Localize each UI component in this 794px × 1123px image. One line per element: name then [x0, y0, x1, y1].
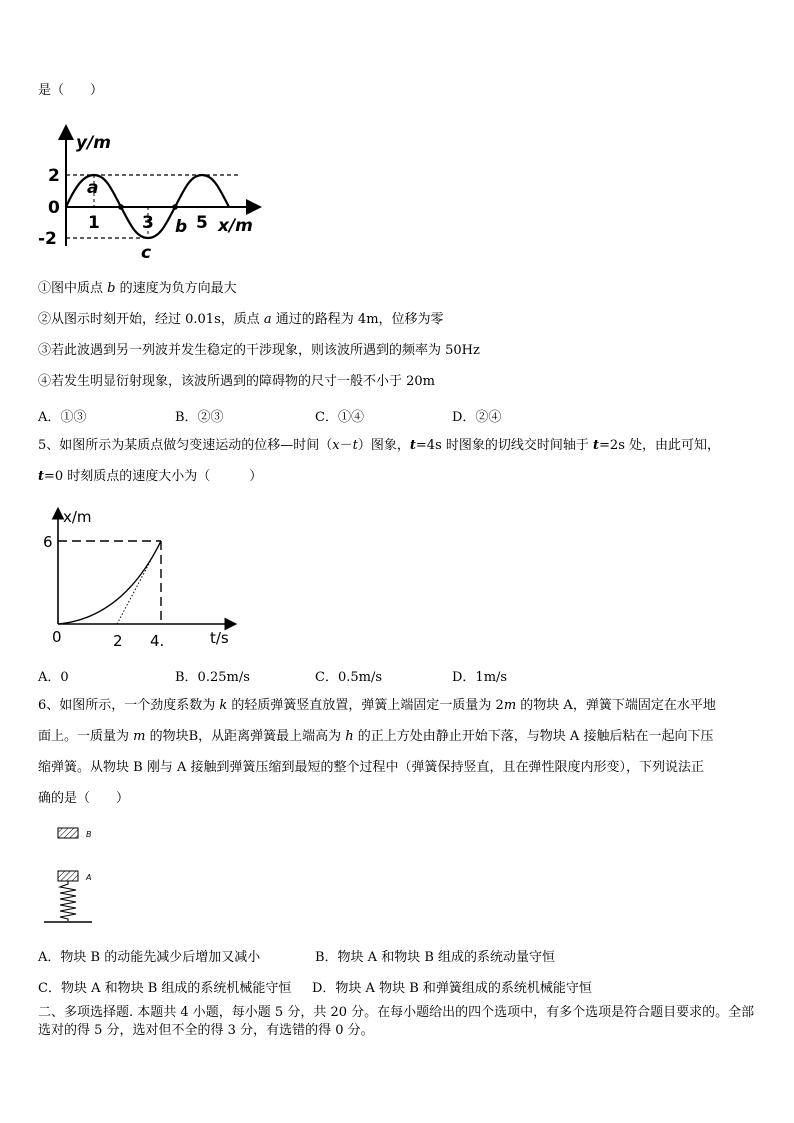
y-tick-neg2: -2 — [38, 229, 57, 249]
xt-y-tick-6: 6 — [43, 533, 53, 551]
q6-option-c[interactable]: C．物块 A 和物块 B 组成的系统机械能守恒 — [38, 981, 292, 996]
q6-stem-line3: 缩弹簧。从物块 B 刚与 A 接触到弹簧压缩到最短的整个过程中（弹簧保持竖直，且在弹性限度内形变），下列说法正 — [38, 760, 704, 775]
q6-stem-line1: 6、如图所示，一个劲度系数为 k 的轻质弹簧竖直放置，弹簧上端固定一质量为 2m 的物块 A，弹簧下端固定在水平地 — [38, 698, 716, 713]
xt-y-label: x/m — [63, 508, 92, 526]
section2-instructions: 二、多项选择题. 本题共 4 小题，每小题 5 分，共 20 分。在每小题给出的四个选项中，有多个选项是符合题目要求的。全部选对的得 5 分，选对但不全的得 3 分，有选错的得 0 分。 — [38, 1005, 755, 1038]
q5-option-b[interactable]: B．0.25m/s — [175, 670, 250, 685]
block-b-label: B — [86, 830, 92, 839]
q6-option-d[interactable]: D．物块 A 物块 B 和弹簧组成的系统机械能守恒 — [312, 981, 592, 996]
q4-stem-tail: 是（ ） — [38, 83, 104, 98]
point-c-label: c — [141, 243, 152, 263]
y-axis-label: y/m — [76, 133, 112, 153]
spring-figure — [40, 822, 110, 927]
point-a-label: a — [87, 178, 99, 198]
q5-stem-line1: 5、如图所示为某质点做匀变速运动的位移—时间（x－t）图象，t=4s 时图象的切线交时间轴于 t=2s 处，由此可知， — [38, 438, 720, 453]
q4-statement-1: ①图中质点 b 的速度为负方向最大 — [38, 281, 237, 296]
y-tick-2: 2 — [48, 166, 60, 186]
q4-statement-4: ④若发生明显衍射现象，该波所遇到的障碍物的尺寸一般不小于 20m — [38, 374, 436, 389]
y-tick-0: 0 — [48, 198, 60, 218]
q6-option-b[interactable]: B．物块 A 和物块 B 组成的系统动量守恒 — [315, 950, 556, 965]
q5-stem-line2: t=0 时刻质点的速度大小为（ ） — [38, 469, 263, 484]
q5-option-a[interactable]: A．0 — [38, 670, 69, 685]
x-tick-3: 3 — [142, 213, 154, 233]
block-a — [58, 871, 78, 881]
x-tick-1: 1 — [88, 213, 100, 233]
q5-option-d[interactable]: D．1m/s — [452, 670, 508, 685]
wave-graph — [30, 118, 270, 263]
point-b-label: b — [175, 217, 188, 237]
xt-graph — [38, 500, 248, 655]
q6-stem-line4: 确的是（ ） — [38, 791, 130, 806]
q4-option-c[interactable]: C．①④ — [315, 410, 364, 425]
block-a-label: A — [86, 873, 92, 882]
x-tick-5: 5 — [196, 213, 208, 233]
xt-curve — [58, 541, 161, 624]
x-axis-label: x/m — [218, 216, 253, 236]
q4-statement-2: ②从图示时刻开始，经过 0.01s，质点 a 通过的路程为 4m，位移为零 — [38, 312, 444, 327]
xt-x-tick-2: 2 — [113, 632, 123, 650]
xt-origin: 0 — [52, 628, 62, 646]
xt-x-label: t/s — [210, 629, 229, 647]
block-b — [58, 828, 78, 838]
q4-option-d[interactable]: D．②④ — [452, 410, 502, 425]
xt-x-tick-4: 4. — [150, 632, 165, 650]
spring-coil — [60, 881, 76, 921]
q5-option-c[interactable]: C．0.5m/s — [315, 670, 382, 685]
q4-statement-3: ③若此波遇到另一列波并发生稳定的干涉现象，则该波所遇到的频率为 50Hz — [38, 343, 480, 358]
q4-option-a[interactable]: A．①③ — [38, 410, 87, 425]
q6-stem-line2: 面上。一质量为 m 的物块B，从距离弹簧最上端高为 h 的正上方处由静止开始下落，与物块 A 接触后粘在一起向下压 — [38, 729, 714, 744]
q6-option-a[interactable]: A．物块 B 的动能先减少后增加又减小 — [38, 950, 261, 965]
q4-option-b[interactable]: B．②③ — [175, 410, 224, 425]
